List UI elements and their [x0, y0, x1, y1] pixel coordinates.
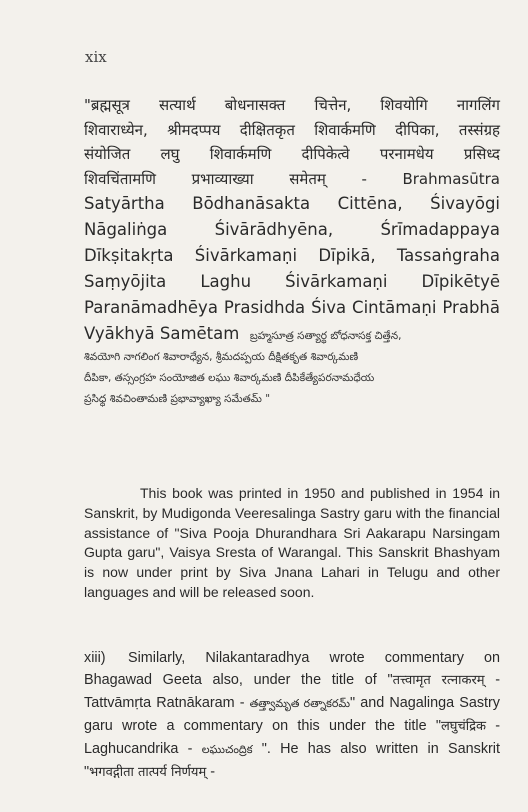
telugu-line: ప్రసిధ్ధ శివచింతామణి ప్రభావ్యాఖ్యా సమేతమ్ " [84, 393, 271, 405]
publication-paragraph: This book was printed in 1950 and published in 1954 in Sanskrit, by Mudigonda Veeresalinga Sastry garu with the financial assistance of "Siva Pooja Dhurandhara Sri Aakarapu Narsingam Gupta garu", Vaisya Sresta of Warangal. This Sanskrit Bhashyam is now under print by Siva Jnana Lahari in Telugu and other languages and will be released soon. [84, 485, 500, 600]
devanagari-line: शिवचिंतामणि प्रभाव्याख्या समेतम् - Brahmasūtra [84, 169, 500, 188]
devanagari-line: "ब्रह्मसूत्र सत्यार्थ बोधनासक्त चित्तेन, शिवयोगि नागलिंग [84, 96, 500, 114]
commentary-paragraph [84, 647, 500, 784]
telugu-text: లఘుచంద్రిక [201, 744, 253, 757]
text-run: Similarly, Nilakantaradhya wrote commentary on Bhagawad Geeta also, under the title of " [84, 650, 500, 689]
text-run: " and Nagalinga Sastry garu wrote a commentary on this under the title " [84, 695, 501, 735]
transliteration-text: Vyākhyā Samētam [84, 324, 240, 343]
transliteration-line: Paranāmadhēya Prasidhda Śiva Cintāmaṇi Prabhā [84, 298, 500, 317]
text-run: - Tattvāmṛta Ratnākaram - [84, 672, 500, 712]
page-number: xix [85, 48, 107, 66]
telugu-line: దీపికా, తస్సంగ్రహ సంయోజిత లఘు శివార్కమణి దీపికేత్యేపరనామధేయ [84, 372, 375, 384]
mixed-line [84, 321, 500, 347]
telugu-line: శివయోగి నాగలింగ శివారాధ్యేన, శ్రీమదప్పయ దీక్షితకృత శివార్కమణి [84, 351, 359, 363]
telugu-text: బ్రహ్మసూత్ర సత్యార్థ బోధనాసక్త చిత్తేన, [249, 330, 402, 342]
item-number: xiii) [84, 650, 106, 667]
title-quote [84, 93, 500, 410]
devanagari-line: संयोजित लघु शिवार्कमणि दीपिकेत्वे परनामधेय प्रसिध्द [84, 145, 500, 163]
transliteration-line: Dīkṣitakṛta Śivārkamaṇi Dīpikā, Tassaṅgraha [84, 246, 500, 265]
transliteration-line: Satyārtha Bōdhanāsakta Cittēna, Śivayōgi [84, 194, 500, 213]
devanagari-line: शिवाराध्येन, श्रीमदप्पय दीक्षितकृत शिवार्कमणि दीपिका, तस्संग्रह [84, 120, 500, 139]
text-run: - [206, 764, 216, 781]
devanagari-text: लघुचंद्रिक [440, 719, 486, 735]
telugu-text: తత్త్వామృత రత్నాకరమ్ [249, 698, 351, 711]
devanagari-text: तत्त्वामृत रत्नाकरम् [392, 673, 485, 689]
transliteration-line: Nāgaliṅga Śivārādhyēna, Śrīmadappaya [84, 220, 500, 239]
devanagari-text: भगवद्गीता तात्पर्य निर्णयम् [89, 765, 207, 781]
text-run: - Laghucandrika - [84, 718, 500, 758]
transliteration-line: Saṃyōjita Laghu Śivārkamaṇi Dīpikētyē [84, 272, 500, 291]
text-run: ". He has also written in Sanskrit " [84, 741, 500, 781]
